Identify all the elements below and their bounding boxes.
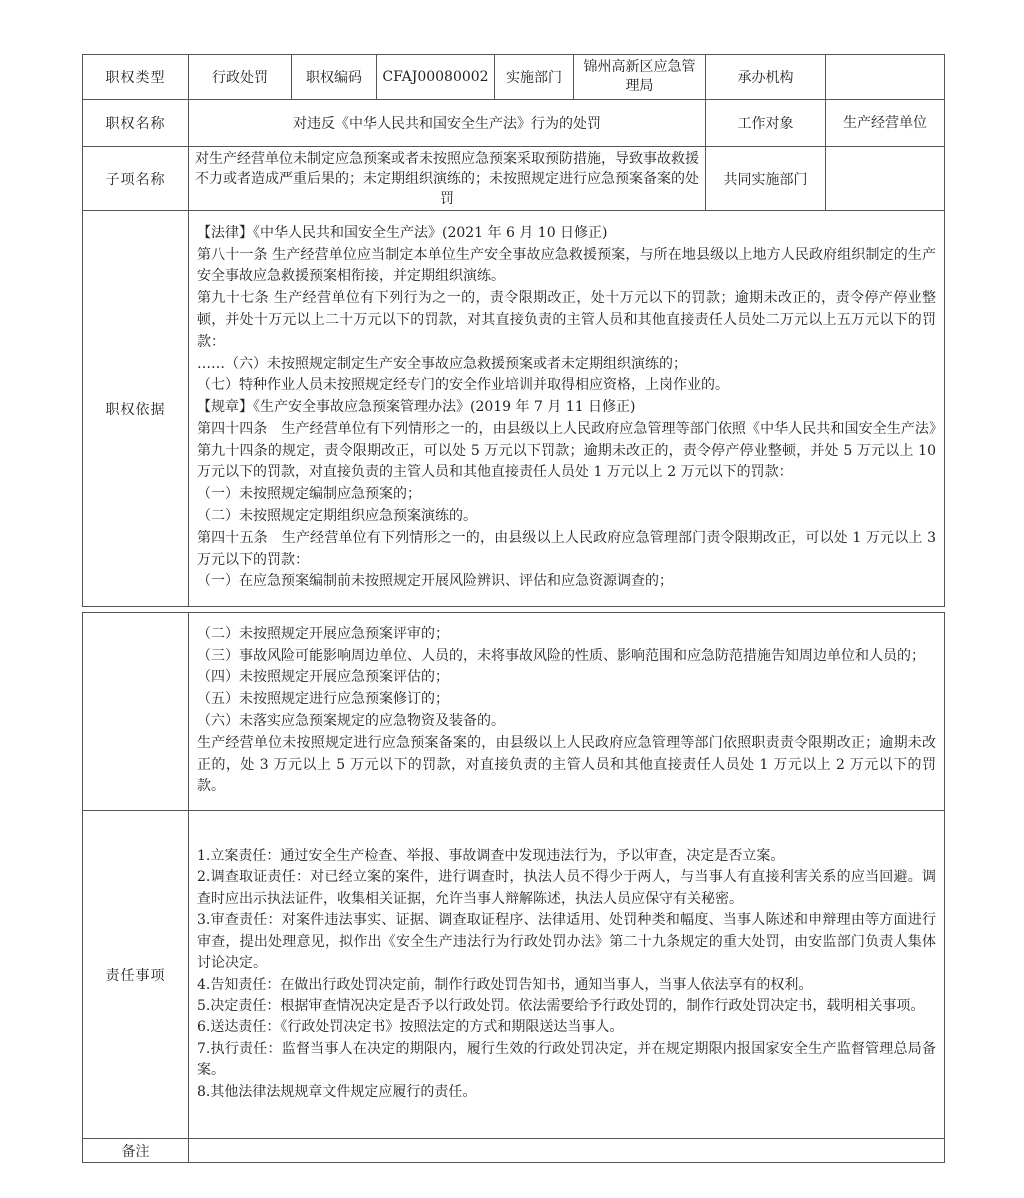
duties-label: 责任事项 — [83, 811, 189, 1139]
dept-label: 实施部门 — [495, 55, 574, 100]
dept-value: 锦州高新区应急管理局 — [574, 55, 706, 100]
basis-line: 第八十一条 生产经营单位应当制定本单位生产安全事故应急救援预案，与所在地县级以上地方人民政府组织制定的生产安全事故应急救援预案相衔接，并定期组织演练。 — [197, 246, 936, 285]
basis-line: 【法律】《中华人民共和国安全生产法》(2021 年 6 月 10 日修正) — [197, 224, 608, 241]
duty-item: 5.决定责任：根据审查情况决定是否予以行政处罚。依法需要给予行政处罚的，制作行政处罚决定书，载明相关事项。 — [197, 997, 925, 1014]
name-value: 对违反《中华人民共和国安全生产法》行为的处罚 — [189, 100, 706, 147]
basis-lines-part1 — [197, 223, 936, 594]
joint-value — [826, 147, 945, 211]
type-label: 职权类型 — [83, 55, 189, 100]
basis-line: （七）特种作业人员未按照规定经专门的安全作业培训并取得相应资格，上岗作业的。 — [197, 377, 729, 394]
basis-line: （二）未按照规定开展应急预案评审的； — [197, 625, 449, 642]
basis-line: 第九十七条 生产经营单位有下列行为之一的，责令限期改正，处十万元以下的罚款；逾期未改正的，责令停产停业整顿，并处十万元以上二十万元以下的罚款，对其直接负责的主管人员和其他直接责任人员处二万元以上五万元以下的罚款： — [197, 290, 936, 350]
authority-table-part1 — [82, 54, 945, 607]
basis-label: 职权依据 — [83, 211, 189, 607]
remarks-label: 备注 — [83, 1139, 189, 1163]
name-label: 职权名称 — [83, 100, 189, 147]
sub-label: 子项名称 — [83, 147, 189, 211]
duty-item: 4.告知责任：在做出行政处罚决定前，制作行政处罚告知书，通知当事人，当事人依法享有的权利。 — [197, 976, 813, 993]
authority-table-part2 — [82, 612, 945, 1163]
basis-content — [189, 211, 945, 607]
basis-line: （二）未按照规定定期组织应急预案演练的。 — [197, 508, 477, 525]
duty-item: 8.其他法律法规规章文件规定应履行的责任。 — [197, 1083, 477, 1100]
basis-continued-content — [189, 613, 945, 811]
basis-lines-part2 — [197, 624, 936, 798]
basis-continued-label — [83, 613, 189, 811]
basis-line: （六）未落实应急预案规定的应急物资及装备的。 — [197, 713, 505, 729]
target-label: 工作对象 — [706, 100, 826, 147]
basis-line: 【规章】《生产安全事故应急预案管理办法》(2019 年 7 月 11 日修正) — [197, 399, 636, 416]
basis-line: （五）未按照规定进行应急预案修订的； — [197, 691, 449, 708]
duty-item: 3.审查责任：对案件违法事实、证据、调查取证程序、法律适用、处罚种类和幅度、当事人陈述和申辩理由等方面进行审查，提出处理意见，拟作出《安全生产违法行为行政处罚办法》第二十九条规定的重大处罚，由安监部门负责人集体讨论决定。 — [197, 912, 936, 972]
org-label: 承办机构 — [706, 55, 826, 100]
joint-label: 共同实施部门 — [706, 147, 826, 211]
type-value: 行政处罚 — [189, 55, 292, 100]
target-value: 生产经营单位 — [826, 100, 945, 147]
basis-line: 第四十四条 生产经营单位有下列情形之一的，由县级以上人民政府应急管理等部门依照《中华人民共和国安全生产法》第九十四条的规定，责令限期改正，可以处 5 万元以下罚款；逾期未改正的，责令停产停业整顿，并处 5 万元以上 10 万元以下的罚款，对直接负责的主管人员和其他直接责任人员处 1 万元以上 2 万元以下的罚款： — [197, 420, 936, 481]
basis-line: ……（六）未按照规定制定生产安全事故应急救援预案或者未定期组织演练的； — [197, 355, 687, 372]
duty-item: 6.送达责任：《行政处罚决定书》按照法定的方式和期限送达当事人。 — [197, 1019, 624, 1036]
basis-line: （一）在应急预案编制前未按照规定开展风险辨识、评估和应急资源调查的； — [197, 573, 673, 590]
duties-content — [189, 811, 945, 1139]
duty-item: 7.执行责任：监督当事人在决定的期限内，履行生效的行政处罚决定，并在规定期限内报国家安全生产监督管理总局备案。 — [197, 1040, 936, 1079]
org-value — [826, 55, 945, 100]
code-label: 职权编码 — [292, 55, 377, 100]
duties-list — [197, 846, 936, 1103]
basis-line: （四）未按照规定开展应急预案评估的； — [197, 669, 449, 686]
basis-line: 第四十五条 生产经营单位有下列情形之一的，由县级以上人民政府应急管理部门责令限期改正，可以处 1 万元以上 3 万元以下的罚款： — [197, 529, 936, 568]
basis-line: （一）未按照规定编制应急预案的； — [197, 486, 421, 503]
sub-value: 对生产经营单位未制定应急预案或者未按照应急预案采取预防措施，导致事故救援不力或者造成严重后果的；未定期组织演练的；未按照规定进行应急预案备案的处罚 — [189, 147, 706, 211]
duty-item: 1.立案责任：通过安全生产检查、举报、事故调查中发现违法行为，予以审查，决定是否立案。 — [197, 848, 785, 865]
basis-line: （三）事故风险可能影响周边单位、人员的，未将事故风险的性质、影响范围和应急防范措施告知周边单位和人员的； — [197, 647, 925, 664]
basis-line: 生产经营单位未按照规定进行应急预案备案的，由县级以上人民政府应急管理等部门依照职责责令限期改正；逾期未改正的，处 3 万元以上 5 万元以下的罚款，对直接负责的主管人员和其他直接责任人员处 1 万元以上 2 万元以下的罚款。 — [197, 734, 936, 795]
duty-item: 2.调查取证责任：对已经立案的案件，进行调查时，执法人员不得少于两人，与当事人有直接利害关系的应当回避。调查时应出示执法证件，收集相关证据，允许当事人辩解陈述，执法人员应保守有关秘密。 — [197, 869, 936, 907]
code-value: CFAJ00080002 — [377, 55, 495, 100]
remarks-value — [189, 1139, 945, 1163]
